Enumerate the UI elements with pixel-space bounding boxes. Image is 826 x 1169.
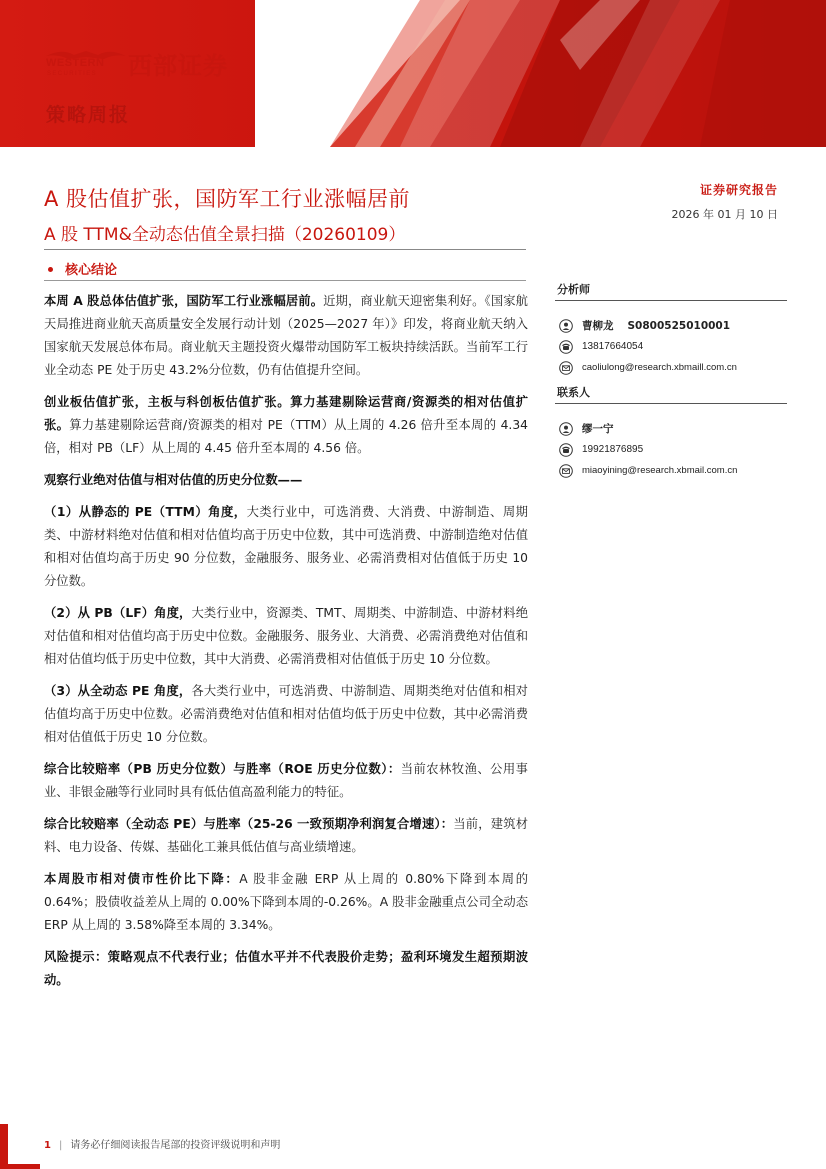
paragraph-erp bbox=[44, 868, 528, 937]
person-icon bbox=[559, 319, 573, 333]
paragraph-percentile-intro bbox=[44, 469, 528, 492]
core-conclusion-label: 核心结论 bbox=[65, 263, 118, 278]
paragraph-text: 算力基建剔除运营商/资源类的相对 PE（TTM）从上周的 4.26 倍升至本周的 4.34 倍，相对 PB（LF）从上周的 4.45 倍升至本周的 4.56 倍。 bbox=[44, 418, 528, 455]
paragraph-text: 当前农林牧渔、公用事业、非银金融等行业同时具有低估值高盈利能力的特征。 bbox=[44, 762, 528, 799]
email-icon bbox=[559, 361, 573, 375]
paragraph-text: A 股非金融 ERP 从上周的 0.80%下降到本周的 0.64%；股债收益差从上周的 0.00%下降到本周的-0.26%。A 股非金融重点公司全动态 ERP 从上周的 3.58%降至本周的 3.34%。 bbox=[44, 872, 528, 932]
footer-separator: | bbox=[58, 1140, 63, 1151]
paragraph-summary bbox=[44, 290, 528, 382]
analyst-sidebar bbox=[555, 281, 787, 481]
contact-heading: 联系人 bbox=[555, 384, 787, 404]
paragraph-lead: 本周 A 股总体估值扩张，国防军工行业涨幅居前。 bbox=[44, 294, 324, 308]
paragraph-text: 当前，建筑材料、电力设备、传媒、基础化工兼具低估值与高业绩增速。 bbox=[44, 817, 528, 854]
paragraph-lead: 观察行业绝对估值与相对估值的历史分位数—— bbox=[44, 473, 303, 487]
paragraph-pb-roe bbox=[44, 758, 528, 804]
page-title: A 股估值扩张，国防军工行业涨幅居前 bbox=[44, 187, 411, 211]
paragraph-lead: 创业板估值扩张，主板与科创板估值扩张。算力基建剔除运营商/资源类的相对估值扩张。 bbox=[44, 395, 528, 432]
logo-english: WESTERN bbox=[46, 57, 105, 69]
contact-email-row bbox=[555, 460, 787, 481]
contact-email[interactable]: miaoyining@research.xbmail.com.cn bbox=[582, 465, 738, 476]
paragraph-pe-growth bbox=[44, 813, 528, 859]
report-label: 证券研究报告 bbox=[699, 183, 778, 197]
core-body bbox=[44, 290, 528, 1001]
contact-name-row bbox=[555, 418, 787, 439]
page-footer bbox=[44, 1136, 280, 1151]
logo-chinese: 西部证券 bbox=[128, 52, 228, 80]
header-banner bbox=[0, 0, 826, 147]
email-icon bbox=[559, 464, 573, 478]
paragraph-lead: 综合比较赔率（全动态 PE）与胜率（25-26 一致预期净利润复合增速）： bbox=[44, 817, 454, 831]
contact-phone: 19921876895 bbox=[582, 444, 644, 455]
paragraph-lead: （1）从静态的 PE（TTM）角度， bbox=[44, 505, 247, 519]
core-conclusion-heading bbox=[44, 259, 117, 278]
contact-phone-row bbox=[555, 439, 787, 460]
phone-icon bbox=[559, 443, 573, 457]
footer-accent bbox=[0, 1124, 8, 1169]
analyst-name-row bbox=[555, 315, 787, 336]
paragraph-text: 大类行业中，可选消费、大消费、中游制造、周期类、中游材料绝对估值和相对估值均高于历史中位数，其中可选消费、中游制造绝对估值和相对估值均高于历史 90 分位数，金融服务、服务业、必需消费相对估值低于历史 10 分位数。 bbox=[44, 505, 528, 588]
analyst-email-row bbox=[555, 357, 787, 378]
paragraph-risk bbox=[44, 946, 528, 992]
paragraph-pe-ttm bbox=[44, 501, 528, 593]
paragraph-text: 大类行业中，资源类、TMT、周期类、中游制造、中游材料绝对估值和相对估值均高于历史中位数。金融服务、服务业、大消费、必需消费绝对估值和相对估值均低于历史中位数，其中大消费、必需消费相对估值低于历史 10 分位数。 bbox=[44, 606, 528, 666]
paragraph-gem-valuation bbox=[44, 391, 528, 460]
contact-name: 缪一宁 bbox=[582, 423, 614, 435]
disclaimer-note: 请务必仔细阅读报告尾部的投资评级说明和声明 bbox=[70, 1140, 281, 1151]
page-subtitle: A 股 TTM&全动态估值全景扫描（20260109） bbox=[44, 225, 406, 245]
report-date: 2026 年 01 月 10 日 bbox=[671, 208, 778, 221]
paragraph-pb-lf bbox=[44, 602, 528, 671]
analyst-phone-row bbox=[555, 336, 787, 357]
paragraph-lead: 综合比较赔率（PB 历史分位数）与胜率（ROE 历史分位数）： bbox=[44, 762, 401, 776]
analyst-heading: 分析师 bbox=[555, 281, 787, 301]
paragraph-lead: （3）从全动态 PE 角度， bbox=[44, 684, 192, 698]
footer-accent bbox=[0, 1164, 40, 1169]
logo-securities: SECURITIES bbox=[47, 71, 98, 77]
bullet-icon bbox=[48, 267, 53, 272]
page-number: 1 bbox=[44, 1140, 51, 1151]
analyst-phone: 13817664054 bbox=[582, 341, 644, 352]
core-divider bbox=[44, 280, 526, 281]
paragraph-lead: （2）从 PB（LF）角度， bbox=[44, 606, 192, 620]
paragraph-text: 各大类行业中，可选消费、中游制造、周期类绝对估值和相对估值均高于历史中位数。必需消费绝对估值和相对估值均低于历史中位数，其中必需消费相对估值低于历史 10 分位数。 bbox=[44, 684, 528, 744]
paragraph-lead: 本周股市相对债市性价比下降： bbox=[44, 872, 240, 886]
person-icon bbox=[559, 422, 573, 436]
report-type: 策略周报 bbox=[46, 104, 131, 126]
paragraph-lead: 风险提示：策略观点不代表行业；估值水平并不代表股价走势；盈利环境发生超预期波动。 bbox=[44, 950, 528, 987]
analyst-cert: S0800525010001 bbox=[627, 319, 731, 332]
analyst-email[interactable]: caoliulong@research.xbmaill.com.cn bbox=[582, 362, 737, 373]
paragraph-text: 近期，商业航天迎密集利好。《国家航天局推进商业航天高质量安全发展行动计划（2025—2027 年）》印发，将商业航天纳入国家航天发展总体布局。商业航天主题投资火爆带动国防军工板块持续活跃。当前军工行业全动态 PE 处于历史 43.2%分位数，仍有估值提升空间。 bbox=[44, 294, 528, 377]
paragraph-dynamic-pe bbox=[44, 680, 528, 749]
title-divider bbox=[44, 249, 526, 250]
analyst-name: 曹柳龙 bbox=[582, 320, 614, 332]
phone-icon bbox=[559, 340, 573, 354]
